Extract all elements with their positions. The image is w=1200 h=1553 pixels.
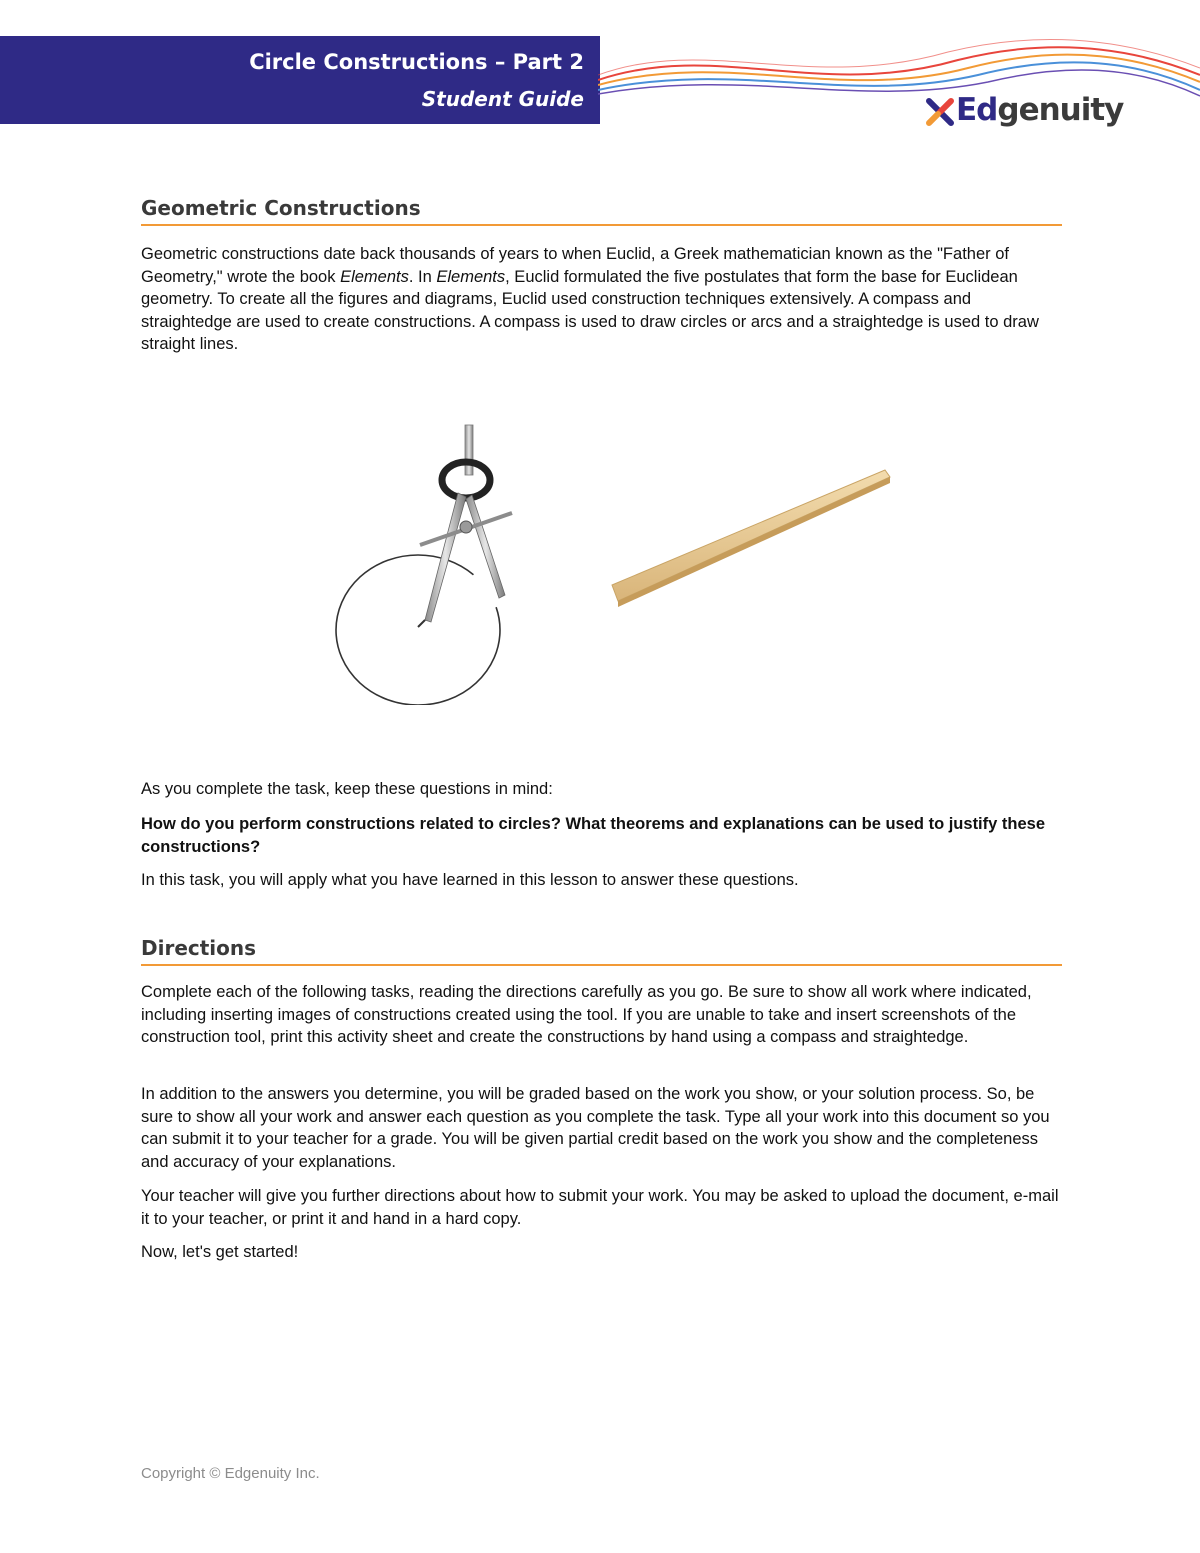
section-heading-directions: Directions <box>141 936 1062 966</box>
task-apply-block <box>141 869 1062 892</box>
intro-text-2: . In <box>408 267 437 286</box>
intro-text-3: , Euclid formulated the five postulates that form the base for Euclidean geometry. To create all the figures and diagrams, Euclid used construction techniques extensively. A compass and straightedge are used to create constructions. A compass is used to draw circles or arcs and a straightedge is used to draw straight lines. <box>141 267 1039 353</box>
header-band <box>0 36 600 124</box>
section-heading-geometric-constructions: Geometric Constructions <box>141 196 1062 226</box>
compass-and-straightedge-illustration <box>300 415 900 705</box>
directions-paragraph-1: Complete each of the following tasks, reading the directions carefully as you go. Be sure to show all work where indicated, including inserting images of constructions created using the tool. If you are unable to take and insert screenshots of the construction tool, print this activity sheet and create the constructions by hand using a compass and straightedge. <box>141 983 1032 1046</box>
intro-paragraph <box>141 243 1062 356</box>
geometric-constructions-section <box>141 196 1062 226</box>
task-block <box>141 778 1062 801</box>
book-title-elements: Elements <box>340 267 409 286</box>
intro-text-1: Geometric constructions date back thousands of years to when Euclid, a Greek mathematician known as the "Father of Geometry," wrote the book <box>141 245 1009 286</box>
logo-wordmark-ed: Ed <box>956 92 998 128</box>
directions-p3-block <box>141 1185 1062 1230</box>
logo-wordmark <box>956 92 1123 128</box>
directions-paragraph-3: Your teacher will give you further directions about how to submit your work. You may be asked to upload the document, e-mail it to your teacher, or print it and hand in a hard copy. <box>141 1187 1059 1228</box>
copyright-footer: Copyright © Edgenuity Inc. <box>141 1465 320 1482</box>
geometric-intro <box>141 243 1062 356</box>
task-lead: As you complete the task, keep these questions in mind: <box>141 780 553 798</box>
logo-wordmark-genuity: genuity <box>997 92 1124 128</box>
directions-p1-block <box>141 981 1062 1049</box>
directions-p2-block <box>141 1083 1062 1173</box>
book-title-elements-2: Elements <box>436 267 506 286</box>
edgenuity-x-icon <box>926 98 954 126</box>
task-apply: In this task, you will apply what you have learned in this lesson to answer these questions. <box>141 871 799 889</box>
document-title: Circle Constructions – Part 2 <box>249 50 584 74</box>
document-subtitle: Student Guide <box>421 87 584 111</box>
directions-p4-block <box>141 1241 1062 1264</box>
task-questions-block <box>141 813 1062 858</box>
compass-icon <box>336 425 512 705</box>
directions-paragraph-4: Now, let's get started! <box>141 1243 299 1261</box>
directions-section <box>141 936 1062 966</box>
directions-paragraph-2: In addition to the answers you determine, you will be graded based on the work you show, or your solution process. So, be sure to show all your work and answer each question as you complete the task. Type all your work into this document so you can submit it to your teacher for a grade. You will be given partial credit based on the work you show and the completeness and accuracy of your explanations. <box>141 1085 1050 1171</box>
straightedge-icon <box>612 470 890 607</box>
guiding-questions: How do you perform constructions related to circles? What theorems and explanations can be used to justify these constructions? <box>141 815 1046 856</box>
